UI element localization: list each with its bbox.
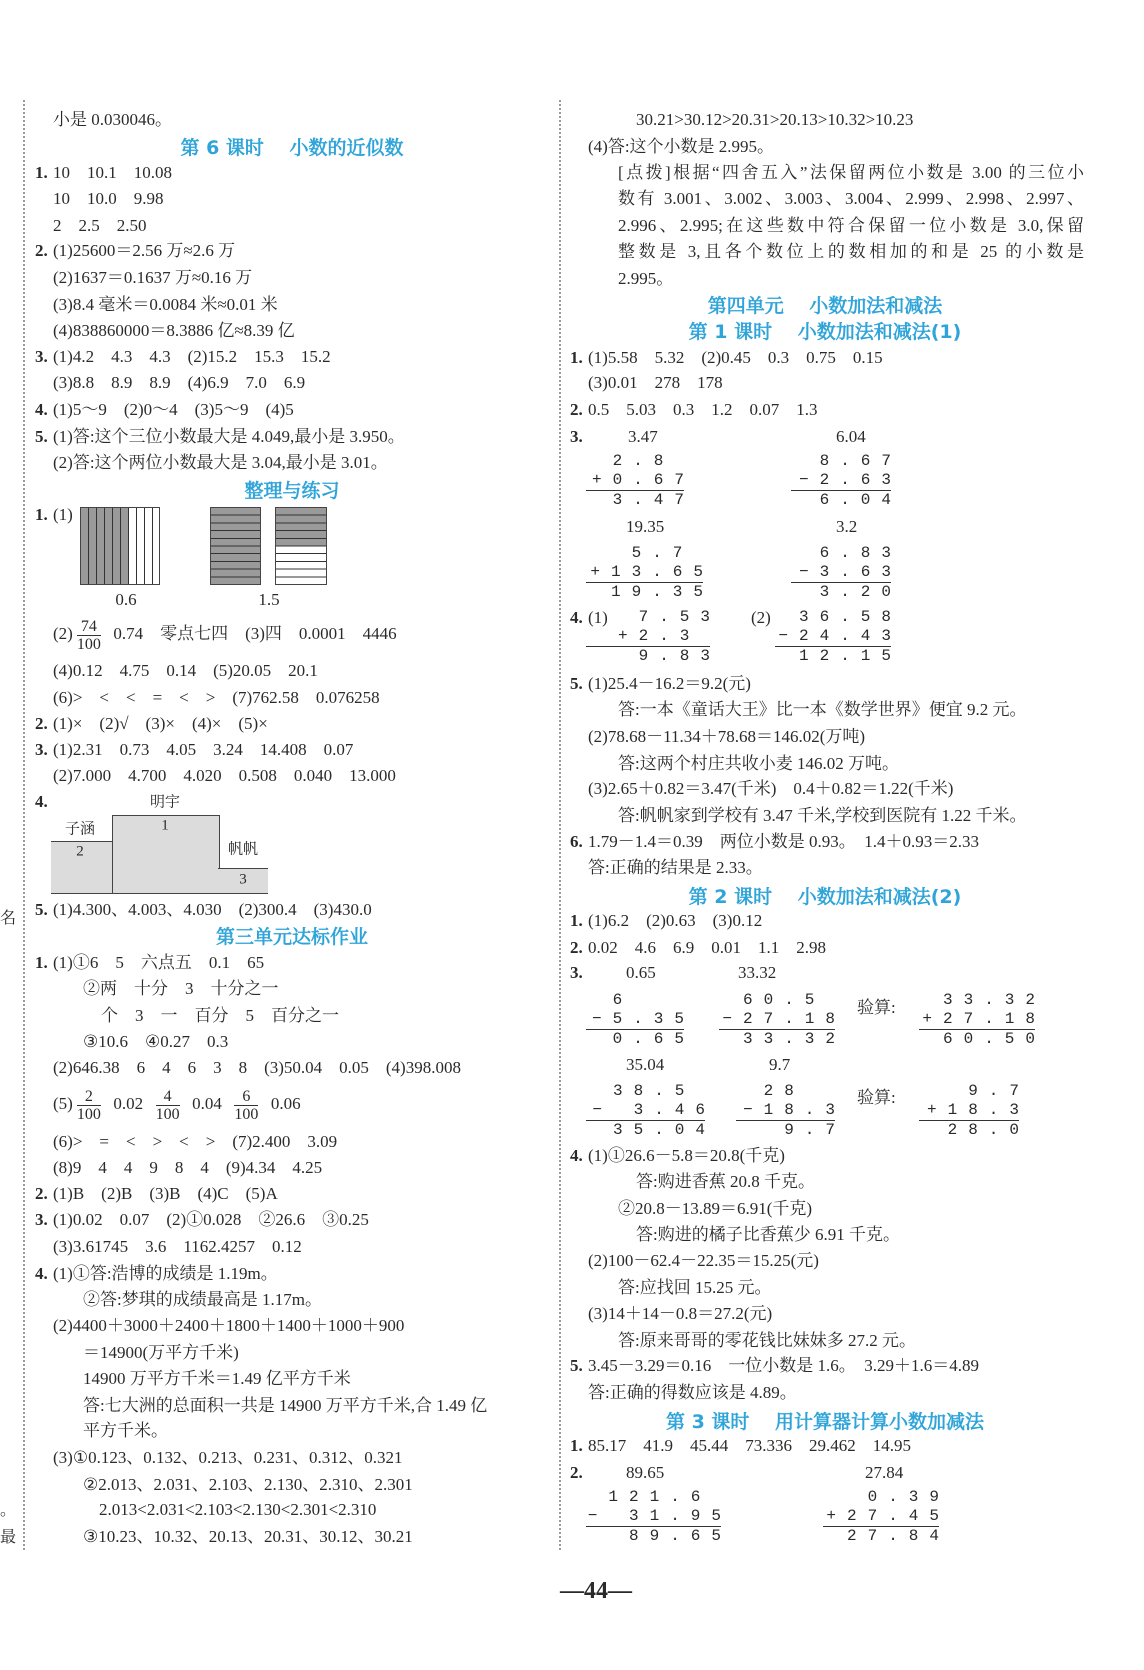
- answer-line: [35, 1207, 369, 1233]
- vertical-calculation: [719, 991, 846, 1049]
- check-label: 验算:: [857, 998, 896, 1017]
- answer-line: (3)①0.123、0.132、0.213、0.231、0.312、0.321: [53, 1448, 403, 1467]
- question-number: 2.: [570, 938, 583, 957]
- section-heading-lesson3: 第 3 课时 用计算器计算小数加减法: [665, 1411, 985, 1433]
- question-number: 3.: [35, 740, 48, 759]
- calc-row: 8.67: [819, 452, 902, 470]
- question-number: 1.: [570, 348, 583, 367]
- section-heading-unit3-test: 第三单元达标作业: [215, 926, 368, 948]
- answer-text: (1)答:这个三位小数最大是 4.049,最小是 3.950。: [53, 427, 405, 446]
- fraction: [234, 1088, 258, 1123]
- calc-result: 3.47: [628, 427, 658, 446]
- question-number: 1.: [35, 163, 48, 182]
- question-number: 3.: [35, 1210, 48, 1229]
- answer-text: (1): [53, 505, 73, 524]
- fraction-numerator: 4: [156, 1088, 180, 1106]
- answer-line: 答:应找回 15.25 元。: [618, 1278, 772, 1297]
- answer-line: [35, 897, 372, 923]
- answer-line: [35, 238, 235, 264]
- answer-line: 2.013<2.031<2.103<2.130<2.301<2.310: [99, 1500, 377, 1519]
- answer-line: 答:购进香蕉 20.8 千克。: [636, 1172, 815, 1191]
- answer-line: 答:这两个村庄共收小麦 146.02 万吨。: [618, 754, 899, 773]
- calc-result: 3.2: [836, 517, 858, 536]
- answer-text: 0.5 5.03 0.3 1.2 0.07 1.3: [588, 400, 818, 419]
- calc-row: −3.63: [798, 563, 902, 581]
- answer-text: 0.06: [270, 1094, 301, 1113]
- calc-row: 60.50: [942, 1030, 1046, 1048]
- answer-line: ②答:梦琪的成绩最高是 1.17m。: [83, 1290, 322, 1309]
- answer-line: (3)2.65＋0.82＝3.47(千米) 0.4＋0.82＝1.22(千米): [588, 779, 954, 798]
- calc-row: 28: [763, 1082, 846, 1100]
- answer-line: [35, 397, 294, 423]
- podium-name: 子涵: [64, 821, 96, 838]
- podium-base-line: [51, 893, 268, 894]
- answer-line: [35, 1181, 278, 1207]
- calc-row: 27.84: [846, 1527, 950, 1545]
- calc-result: 33.32: [738, 963, 777, 982]
- answer-line: ②2.013、2.031、2.103、2.130、2.310、2.301: [83, 1475, 413, 1494]
- section-heading-lesson2: 第 2 课时 小数加法和减法(2): [688, 886, 962, 908]
- section-heading-review: 整理与练习: [244, 480, 340, 502]
- calc-row: +27.18: [922, 1010, 1046, 1028]
- answer-line: 答:帆帆家到学校有 3.47 千米,学校到医院有 1.22 千米。: [618, 806, 1027, 825]
- answer-text: (2): [53, 624, 73, 643]
- calc-row: 121.6: [608, 1488, 732, 1506]
- calc-row: 89.65: [628, 1527, 732, 1545]
- answer-text: (1)2.31 0.73 4.05 3.24 14.408 0.07: [53, 740, 354, 759]
- calc-row: +27.45: [826, 1507, 950, 1525]
- fraction: [77, 1088, 101, 1123]
- answer-line: [53, 617, 397, 651]
- answer-line: [35, 950, 264, 976]
- answer-line: [35, 711, 268, 737]
- calc-row: −18.3: [742, 1101, 846, 1119]
- answer-line: 30.21>30.12>20.31>20.13>10.32>10.23: [636, 110, 914, 129]
- section-heading-unit4: 第四单元 小数加法和减法: [707, 295, 943, 317]
- calc-row: +13.65: [590, 563, 714, 581]
- calc-row: 2.8: [612, 452, 695, 470]
- answer-line: (2)78.68－11.34＋78.68＝146.02(万吨): [588, 727, 866, 746]
- answer-line: 2 2.5 2.50: [53, 216, 147, 235]
- hint-line: 2.995。: [618, 269, 674, 288]
- podium-name: 明宇: [149, 794, 181, 811]
- answer-text: (1)①6 5 六点五 0.1 65: [53, 953, 265, 972]
- answer-line: [35, 160, 172, 186]
- question-number: 4.: [35, 1264, 48, 1283]
- answer-line: ②两 十分 3 十分之一: [83, 979, 279, 998]
- hint-line: 数有 3.001、3.002、3.003、3.004、2.999、2.998、2.997、: [618, 189, 1084, 208]
- fraction-denominator: 100: [76, 1105, 101, 1123]
- calc-row: +0.67: [591, 471, 695, 489]
- answer-line: [570, 908, 762, 934]
- vertical-calculation: [775, 608, 902, 666]
- calc-row: − 31.95: [587, 1507, 732, 1525]
- fraction-numerator: 74: [77, 618, 101, 636]
- fraction-numerator: 6: [234, 1088, 258, 1106]
- answer-text: (1)4.2 4.3 4.3 (2)15.2 15.3 15.2: [53, 347, 331, 366]
- answer-line: (4)答:这个小数是 2.995。: [588, 137, 775, 156]
- calc-row: −2.63: [798, 471, 902, 489]
- answer-line: [570, 1433, 911, 1459]
- answer-line: 10 10.0 9.98: [53, 189, 164, 208]
- answer-line: (2)7.000 4.700 4.020 0.508 0.040 13.000: [53, 766, 396, 785]
- calc-result: 6.04: [836, 427, 866, 446]
- calc-row: 12.15: [798, 647, 902, 665]
- answer-line: (2)1637＝0.1637 万≈0.16 万: [53, 268, 253, 287]
- answer-line: [53, 1087, 301, 1121]
- hint-line: 整数是 3,且各个数位上的数相加的和是 25 的小数是: [618, 242, 1084, 261]
- calc-result: 27.84: [865, 1463, 904, 1482]
- answer-line: (8)9 4 4 9 8 4 (9)4.34 4.25: [53, 1158, 323, 1177]
- calc-row: 3.47: [612, 491, 695, 509]
- vertical-calculation: [586, 1488, 732, 1546]
- calc-row: 9.7: [784, 1121, 846, 1139]
- answer-line: 答:一本《童话大王》比一本《数学世界》便宜 9.2 元。: [618, 700, 1027, 719]
- answer-text: (5): [53, 1094, 73, 1113]
- answer-line: (3)14＋14－0.8＝27.2(元): [588, 1304, 773, 1323]
- vertical-calculation-check: [919, 1082, 1030, 1140]
- section-heading-lesson6: 第 6 课时 小数的近似数: [180, 137, 404, 159]
- answer-line: [35, 789, 53, 815]
- calc-row: 36.58: [798, 608, 902, 626]
- calc-row: +18.3: [926, 1101, 1030, 1119]
- sub-question-label: (2): [751, 608, 771, 627]
- vertical-calculation: [791, 544, 902, 602]
- vertical-calculation: [586, 1082, 716, 1140]
- podium-name: 帆帆: [227, 841, 259, 858]
- answer-line: [35, 737, 353, 763]
- answer-line: (2)100－62.4－22.35＝15.25(元): [588, 1251, 819, 1270]
- answer-line: ③10.23、10.32、20.13、20.31、30.12、30.21: [83, 1527, 413, 1546]
- answer-text: 1.79－1.4＝0.39 两位小数是 0.93。 1.4＋0.93＝2.33: [588, 832, 979, 851]
- question-number: 2.: [35, 714, 48, 733]
- calc-row: 38.5: [612, 1082, 716, 1100]
- question-number: 5.: [570, 674, 583, 693]
- grid-value-label: 0.6: [115, 590, 137, 609]
- calc-row: 60.5: [742, 991, 846, 1009]
- answer-line: (3)8.4 毫米＝0.0084 米≈0.01 米: [53, 295, 278, 314]
- answer-text: (1)4.300、4.003、4.030 (2)300.4 (3)430.0: [53, 900, 372, 919]
- answer-text: (1)× (2)√ (3)× (4)× (5)×: [53, 714, 268, 733]
- answer-line: 平方千米。: [83, 1421, 168, 1440]
- answer-line: [570, 829, 979, 855]
- answer-line: 答:原来哥哥的零花钱比妹妹多 27.2 元。: [618, 1331, 916, 1350]
- calc-row: −27.18: [722, 1010, 846, 1028]
- question-number: 4.: [35, 792, 48, 811]
- answer-line: [570, 960, 588, 986]
- calc-row: 3.20: [819, 583, 902, 601]
- decimal-grid-vertical-strips: [80, 507, 160, 585]
- calc-row: 5.7: [631, 544, 714, 562]
- calc-row: 6: [612, 991, 695, 1009]
- answer-text: 85.17 41.9 45.44 73.336 29.462 14.95: [588, 1436, 911, 1455]
- podium-rank: 2: [76, 843, 84, 860]
- margin-fragment: 名: [0, 910, 17, 927]
- question-number: 1.: [35, 505, 48, 524]
- grid-value-label: 1.5: [258, 590, 280, 609]
- calc-result: 0.65: [626, 963, 656, 982]
- answer-line: (2)646.38 6 4 6 3 8 (3)50.04 0.05 (4)398.008: [53, 1058, 461, 1077]
- calc-row: −24.43: [778, 627, 902, 645]
- calc-result: 35.04: [626, 1055, 665, 1074]
- answer-line: ③10.6 ④0.27 0.3: [83, 1032, 229, 1051]
- answer-line: 答:正确的结果是 2.33。: [588, 858, 763, 877]
- answer-line: [570, 397, 818, 423]
- column-divider-dotted-line: [559, 100, 561, 1550]
- answer-text: (1): [588, 608, 608, 627]
- answer-text: (1)25.4－16.2＝9.2(元): [588, 674, 751, 693]
- answer-line: [35, 1261, 278, 1287]
- hint-line: [点拨]根据“四舍五入”法保留两位小数是 3.00 的三位小: [618, 163, 1084, 182]
- answer-text: (1)5～9 (2)0～4 (3)5～9 (4)5: [53, 400, 294, 419]
- calc-row: − 3.46: [592, 1101, 716, 1119]
- answer-line: 答:正确的得数应该是 4.89。: [588, 1383, 797, 1402]
- calc-row: 19.35: [610, 583, 714, 601]
- answer-line: 个 3 一 百分 5 百分之一: [101, 1006, 339, 1025]
- section-heading-lesson1: 第 1 课时 小数加法和减法(1): [688, 321, 962, 343]
- answer-line: (4)838860000＝8.3886 亿≈8.39 亿: [53, 321, 295, 340]
- podium-rank: 1: [161, 817, 169, 834]
- calc-row: 0.65: [612, 1030, 695, 1048]
- fraction: [77, 618, 101, 653]
- answer-text: 0.74 零点七四 (3)四 0.0001 4446: [113, 624, 397, 643]
- vertical-calculation: [823, 1488, 950, 1546]
- vertical-calculation: [586, 991, 695, 1049]
- margin-fragment: 。: [0, 1502, 17, 1519]
- question-number: 4.: [570, 608, 583, 627]
- question-number: 1.: [35, 953, 48, 972]
- answer-line: 答:购进的橘子比香蕉少 6.91 千克。: [636, 1225, 900, 1244]
- answer-line: [35, 424, 405, 450]
- answer-line: [570, 935, 826, 961]
- answer-text: 0.02 4.6 6.9 0.01 1.1 2.98: [588, 938, 826, 957]
- answer-line: (6)> = < > < > (7)2.400 3.09: [53, 1132, 338, 1151]
- answer-text: 10 10.1 10.08: [53, 163, 172, 182]
- calc-row: 7.53: [638, 608, 721, 626]
- margin-fragment: 最: [0, 1529, 17, 1546]
- question-number: 2.: [570, 400, 583, 419]
- vertical-calculation: [586, 544, 714, 602]
- calc-row: −5.35: [591, 1010, 695, 1028]
- calc-result: 89.65: [626, 1463, 665, 1482]
- answer-line: (6)> < < = < > (7)762.58 0.076258: [53, 688, 380, 707]
- answer-text: (1)25600＝2.56 万≈2.6 万: [53, 241, 236, 260]
- fraction-numerator: 2: [77, 1088, 101, 1106]
- answer-line: (2)答:这个两位小数最大是 3.04,最小是 3.01。: [53, 453, 388, 472]
- question-number: 2.: [35, 1184, 48, 1203]
- calc-result: 19.35: [626, 517, 665, 536]
- question-number: 3.: [570, 427, 583, 446]
- answer-text: 3.45－3.29＝0.16 一位小数是 1.6。 3.29＋1.6＝4.89: [588, 1356, 979, 1375]
- answer-text: (1)①答:浩博的成绩是 1.19m。: [53, 1264, 278, 1283]
- answer-line: [35, 344, 331, 370]
- answer-line: (4)0.12 4.75 0.14 (5)20.05 20.1: [53, 661, 318, 680]
- fraction-denominator: 100: [234, 1105, 259, 1123]
- answer-line: (3)0.01 278 178: [588, 373, 723, 392]
- vertical-calculation-check: [919, 991, 1046, 1049]
- fraction-denominator: 100: [155, 1105, 180, 1123]
- calc-row: 0.39: [867, 1488, 950, 1506]
- question-number: 3.: [35, 347, 48, 366]
- answer-text: (1)6.2 (2)0.63 (3)0.12: [588, 911, 763, 930]
- question-number: 1.: [570, 911, 583, 930]
- answer-line: (3)3.61745 3.6 1162.4257 0.12: [53, 1237, 302, 1256]
- answer-line: (2)4400＋3000＋2400＋1800＋1400＋1000＋900: [53, 1316, 405, 1335]
- vertical-calculation: [586, 452, 695, 510]
- answer-line: 答:七大洲的总面积一共是 14900 万平方千米,合 1.49 亿: [83, 1396, 488, 1415]
- decimal-grid-horizontal-strips: [210, 507, 261, 585]
- answer-line: [570, 671, 751, 697]
- answer-line: [570, 1460, 588, 1486]
- calc-result: 9.7: [769, 1055, 791, 1074]
- answer-text: (1)①26.6－5.8＝20.8(千克): [588, 1146, 785, 1165]
- answer-line: 小是 0.030046。: [53, 110, 172, 129]
- answer-line: (3)8.8 8.9 8.9 (4)6.9 7.0 6.9: [53, 373, 306, 392]
- answer-text: (1)5.58 5.32 (2)0.45 0.3 0.75 0.15: [588, 348, 883, 367]
- calc-row: 6.83: [819, 544, 902, 562]
- calc-row: 33.32: [942, 991, 1046, 1009]
- calc-row: 28.0: [947, 1121, 1030, 1139]
- fraction: [156, 1088, 180, 1123]
- question-number: 5.: [35, 427, 48, 446]
- podium-rank: 3: [239, 871, 247, 888]
- hint-line: 2.996、2.995;在这些数中符合保留一位小数是 3.0,保留: [618, 216, 1084, 235]
- left-binding-dotted-line: [23, 100, 25, 1550]
- page-number: —44—: [560, 1578, 632, 1604]
- question-number: 4.: [570, 1146, 583, 1165]
- question-number: 5.: [570, 1356, 583, 1375]
- calc-row: 9.7: [968, 1082, 1030, 1100]
- answer-line: 14900 万平方千米＝1.49 亿平方千米: [83, 1369, 351, 1388]
- answer-text: 0.02: [113, 1094, 144, 1113]
- calc-row: 6.04: [819, 491, 902, 509]
- answer-line: [570, 1353, 979, 1379]
- answer-line: [35, 502, 73, 528]
- calc-row: +2.3: [617, 627, 721, 645]
- calc-row: 9.83: [638, 647, 721, 665]
- answer-text: (1)0.02 0.07 (2)①0.028 ②26.6 ③0.25: [53, 1210, 369, 1229]
- answer-line: ②20.8－13.89＝6.91(千克): [618, 1199, 813, 1218]
- question-number: 2.: [35, 241, 48, 260]
- calc-row: 35.04: [612, 1121, 716, 1139]
- answer-line: ＝14900(万平方千米): [83, 1343, 239, 1362]
- vertical-calculation: [736, 1082, 846, 1140]
- answer-text: 0.04: [192, 1094, 222, 1113]
- answer-line: [570, 424, 588, 450]
- question-number: 6.: [570, 832, 583, 851]
- vertical-calculation: [791, 452, 902, 510]
- answer-line: [570, 345, 883, 371]
- question-number: 2.: [570, 1463, 583, 1482]
- question-number: 4.: [35, 400, 48, 419]
- calc-row: 33.32: [742, 1030, 846, 1048]
- check-label: 验算:: [857, 1088, 896, 1107]
- decimal-grid-horizontal-strips: [275, 507, 327, 585]
- vertical-calculation: [586, 608, 721, 666]
- question-number: 5.: [35, 900, 48, 919]
- question-number: 3.: [570, 963, 583, 982]
- answer-line: [570, 1143, 785, 1169]
- fraction-denominator: 100: [76, 635, 101, 653]
- question-number: 1.: [570, 1436, 583, 1455]
- answer-text: (1)B (2)B (3)B (4)C (5)A: [53, 1184, 278, 1203]
